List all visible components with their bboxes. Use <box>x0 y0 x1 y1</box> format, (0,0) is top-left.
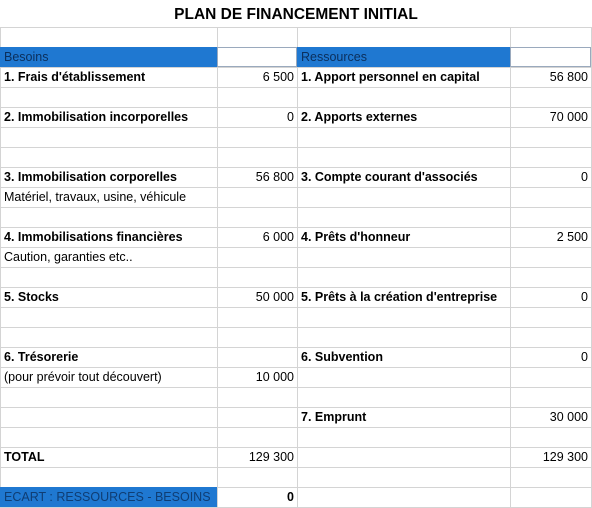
besoin-3-note[interactable]: Matériel, travaux, usine, véhicule <box>4 190 187 204</box>
ecart-label[interactable]: ECART : RESSOURCES - BESOINS <box>0 487 217 507</box>
ressource-2-label[interactable]: 2. Apports externes <box>301 110 418 124</box>
financing-plan-grid <box>0 27 592 508</box>
ressources-header-value-cell[interactable] <box>510 47 591 67</box>
besoin-3-label[interactable]: 3. Immobilisation corporelles <box>4 170 177 184</box>
sheet-title: PLAN DE FINANCEMENT INITIAL <box>174 6 418 23</box>
besoin-1-value[interactable]: 6 500 <box>262 70 294 84</box>
ressource-6-value[interactable]: 0 <box>581 350 588 364</box>
besoin-2-value[interactable]: 0 <box>287 110 294 124</box>
besoin-5-value[interactable]: 50 000 <box>255 290 294 304</box>
besoin-4-label[interactable]: 4. Immobilisations financières <box>4 230 183 244</box>
ressource-3-value[interactable]: 0 <box>581 170 588 184</box>
ressource-5-value[interactable]: 0 <box>581 290 588 304</box>
besoin-1-label[interactable]: 1. Frais d'établissement <box>4 70 146 84</box>
besoin-6-note-value[interactable]: 10 000 <box>255 370 294 384</box>
besoin-2-label[interactable]: 2. Immobilisation incorporelles <box>4 110 189 124</box>
besoin-4-value[interactable]: 6 000 <box>262 230 294 244</box>
ressource-4-value[interactable]: 2 500 <box>556 230 588 244</box>
ecart-value[interactable]: 0 <box>287 490 294 504</box>
ressource-7-label[interactable]: 7. Emprunt <box>301 410 367 424</box>
ressource-1-label[interactable]: 1. Apport personnel en capital <box>301 70 480 84</box>
total-besoins[interactable]: 129 300 <box>248 450 294 464</box>
besoins-header-value-cell[interactable] <box>217 47 297 67</box>
ressource-7-value[interactable]: 30 000 <box>549 410 588 424</box>
besoin-4-note[interactable]: Caution, garanties etc.. <box>4 250 133 264</box>
besoin-6-note[interactable]: (pour prévoir tout découvert) <box>4 370 162 384</box>
total-ressources[interactable]: 129 300 <box>542 450 588 464</box>
total-label[interactable]: TOTAL <box>4 450 45 464</box>
ressources-header[interactable]: Ressources <box>297 47 510 67</box>
besoins-header[interactable]: Besoins <box>0 47 217 67</box>
ressource-3-label[interactable]: 3. Compte courant d'associés <box>301 170 478 184</box>
ressource-5-label[interactable]: 5. Prêts à la création d'entreprise <box>301 290 498 304</box>
ressource-6-label[interactable]: 6. Subvention <box>301 350 383 364</box>
besoin-5-label[interactable]: 5. Stocks <box>4 290 59 304</box>
ressource-2-value[interactable]: 70 000 <box>549 110 588 124</box>
besoin-3-value[interactable]: 56 800 <box>255 170 294 184</box>
besoin-6-label[interactable]: 6. Trésorerie <box>4 350 79 364</box>
ressource-1-value[interactable]: 56 800 <box>549 70 588 84</box>
ressource-4-label[interactable]: 4. Prêts d'honneur <box>301 230 411 244</box>
